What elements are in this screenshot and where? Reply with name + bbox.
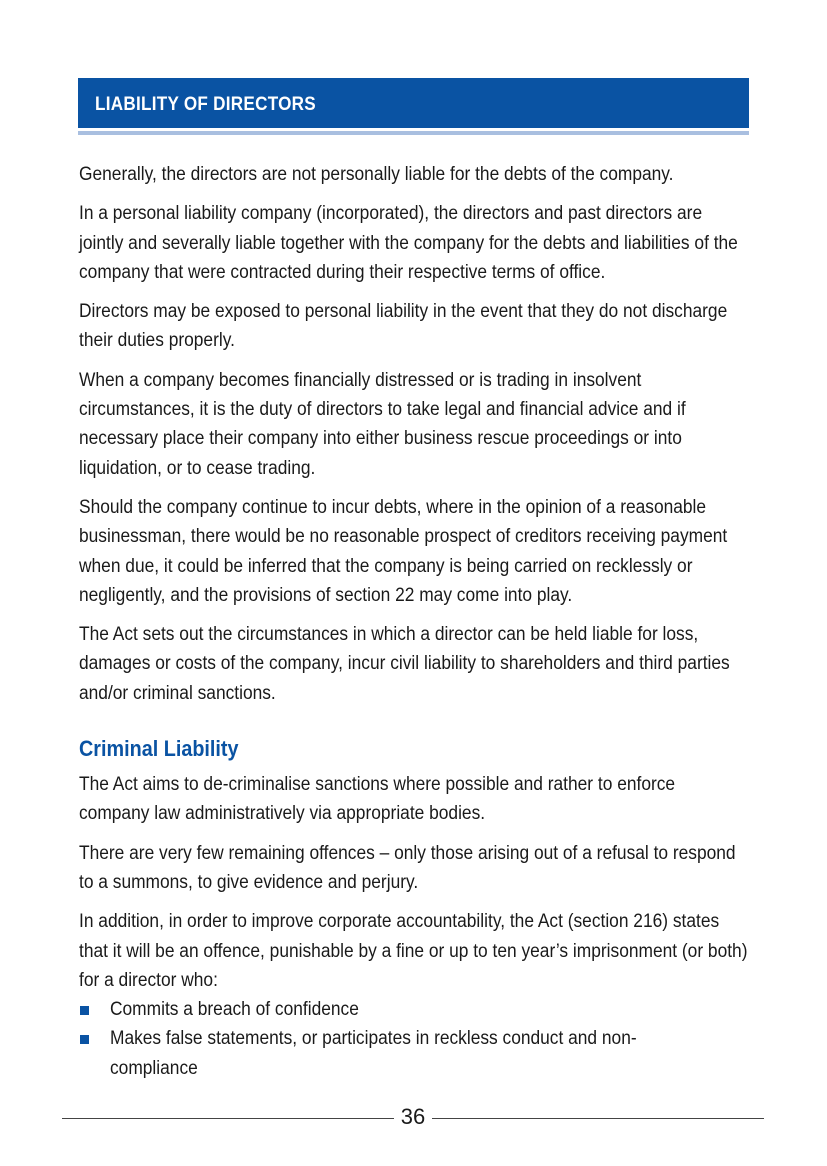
list-item-text: Makes false statements, or participates in reckless conduct and non-compliance	[110, 1028, 637, 1079]
list-item	[79, 995, 769, 1024]
paragraph: The Act aims to de-criminalise sanctions where possible and rather to enforce company law administratively via appropriate bodies.	[79, 774, 676, 825]
square-bullet-icon	[80, 1006, 89, 1015]
section-title: LIABILITY OF DIRECTORS	[95, 94, 316, 115]
main-content	[79, 160, 769, 1083]
paragraph: Directors may be exposed to personal liability in the event that they do not discharge their duties properly.	[79, 301, 728, 352]
list-item-text: Commits a breach of confidence	[110, 999, 359, 1021]
page-footer	[62, 1104, 764, 1134]
criminal-liability-heading: Criminal Liability	[79, 736, 239, 762]
page-number: 36	[400, 1104, 426, 1129]
paragraph: In addition, in order to improve corporate accountability, the Act (section 216) states that it will be an offence, punishable by a fine or up to ten year’s imprisonment (or both) for a director who:	[79, 911, 748, 991]
section-banner	[78, 78, 749, 128]
footer-rule-right	[432, 1118, 764, 1119]
paragraph: Should the company continue to incur debts, where in the opinion of a reasonable businessman, there would be no reasonable prospect of creditors receiving payment when due, it could be inferred that the company is being carried on recklessly or negligently, and the provisions of section 22 may come into play.	[79, 496, 728, 606]
banner-rule	[78, 131, 749, 135]
paragraph: Generally, the directors are not personally liable for the debts of the company.	[79, 164, 674, 185]
offence-list	[79, 995, 769, 1083]
footer-rule-left	[62, 1118, 394, 1119]
paragraph: There are very few remaining offences – only those arising out of a refusal to respond to a summons, to give evidence and perjury.	[79, 842, 736, 893]
paragraph: The Act sets out the circumstances in which a director can be held liable for loss, damages or costs of the company, incur civil liability to shareholders and third parties and/or criminal sanctions.	[79, 624, 730, 704]
paragraph: In a personal liability company (incorporated), the directors and past directors are jointly and severally liable together with the company for the debts and liabilities of the company that were contracted during their respective terms of office.	[79, 203, 738, 283]
list-item	[79, 1024, 769, 1083]
paragraph: When a company becomes financially distressed or is trading in insolvent circumstances, it is the duty of directors to take legal and financial advice and if necessary place their company into either business rescue proceedings or into liquidation, or to cease trading.	[79, 369, 686, 479]
square-bullet-icon	[80, 1035, 89, 1044]
